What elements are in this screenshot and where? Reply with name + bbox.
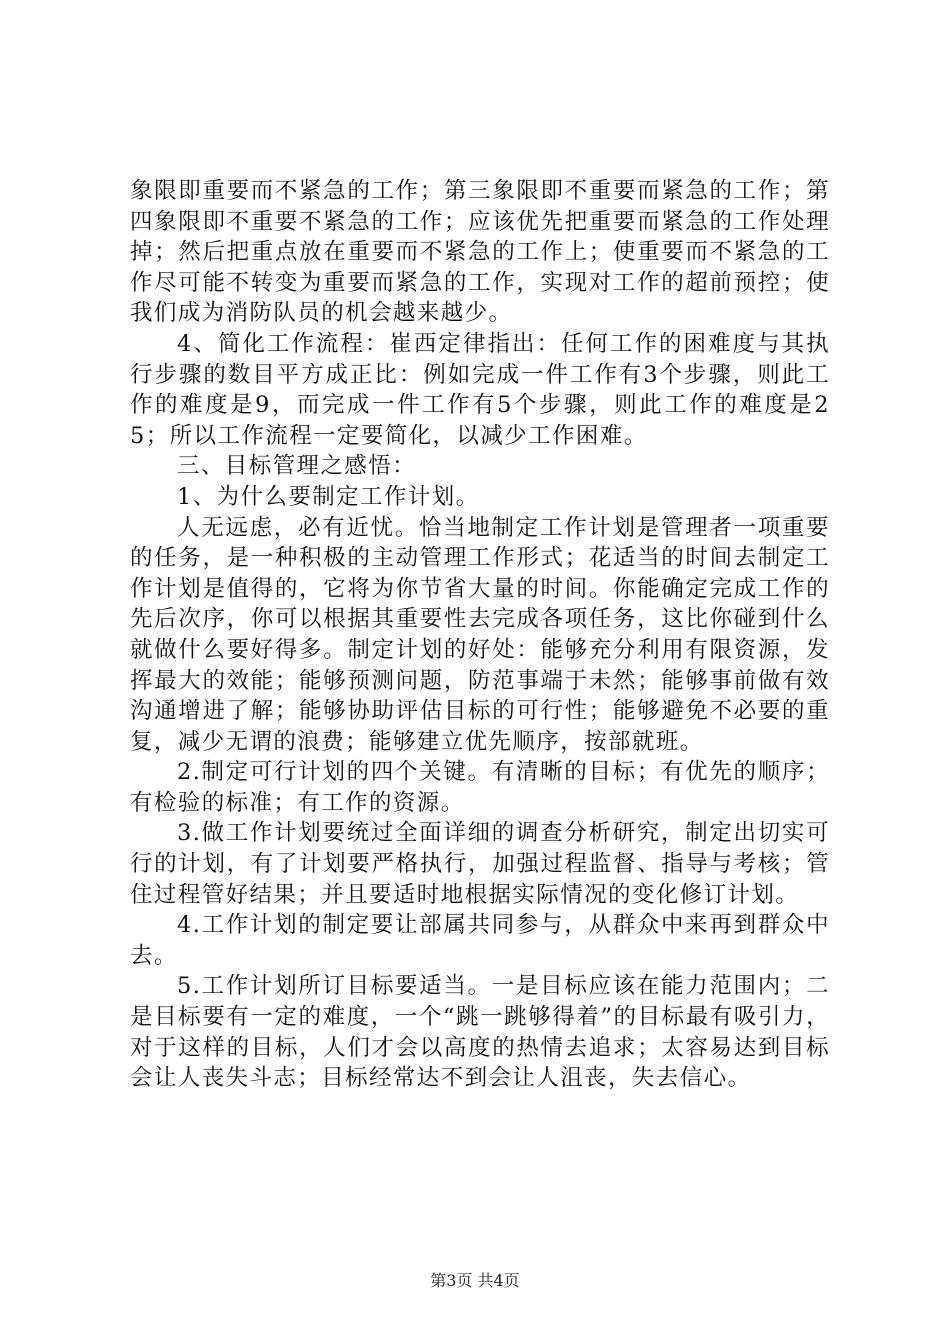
paragraph-planning-benefits: 人无远虑，必有近忧。恰当地制定工作计划是管理者一项重要的任务，是一种积极的主动管理工作形式；花适当的时间去制定工作计划是值得的，它将为你节省大量的时间。你能确定完成工作的先后次序，你可以根据其重要性去完成各项任务，这比你碰到什么就做什么要好得多。制定计划的好处：能够充分利用有限资源，发挥最大的效能；能够预测问题，防范事端于未然；能够事前做有效沟通增进了解；能够协助评估目标的可行性；能够避免不必要的重复，减少无谓的浪费；能够建立优先顺序，按部就班。 [130, 514, 830, 755]
paragraph-research-execution: 3.做工作计划要统过全面详细的调查分析研究，制定出切实可行的计划，有了计划要严格执行，加强过程监督、指导与考核；管住过程管好结果；并且要适时地根据实际情况的变化修订计划。 [130, 820, 830, 908]
document-body [130, 176, 830, 1094]
page-number-footer: 第3页 共4页 [430, 1271, 520, 1290]
subheading-why-plan: 1、为什么要制定工作计划。 [177, 483, 480, 510]
paragraph-appropriate-goals: 5.工作计划所订目标要适当。一是目标应该在能力范围内；二是目标要有一定的难度，一个“跳一跳够得着”的目标最有吸引力，对于这样的目标，人们才会以高度的热情去追求；太容易达到目标会让人丧失斗志；目标经常达不到会让人沮丧，失去信心。 [130, 973, 830, 1092]
paragraph-quadrants: 象限即重要而不紧急的工作；第三象限即不重要而紧急的工作；第四象限即不重要不紧急的工作；应该优先把重要而紧急的工作处理掉；然后把重点放在重要而不紧急的工作上；使重要而不紧急的工作尽可能不转变为重要而紧急的工作，实现对工作的超前预控；使我们成为消防队员的机会越来越少。 [130, 178, 830, 327]
paragraph-four-keys: 2.制定可行计划的四个关键。有清晰的目标；有优先的顺序；有检验的标准；有工作的资源。 [130, 759, 830, 816]
section-heading-goal-management: 三、目标管理之感悟： [177, 453, 417, 480]
paragraph-participation: 4.工作计划的制定要让部属共同参与，从群众中来再到群众中去。 [130, 912, 830, 969]
paragraph-simplify-workflow: 4、简化工作流程：崔西定律指出：任何工作的困难度与其执行步骤的数目平方成正比：例如完成一件工作有3个步骤，则此工作的难度是9，而完成一件工作有5个步骤，则此工作的难度是25；所以工作流程一定要简化，以减少工作困难。 [130, 330, 830, 449]
